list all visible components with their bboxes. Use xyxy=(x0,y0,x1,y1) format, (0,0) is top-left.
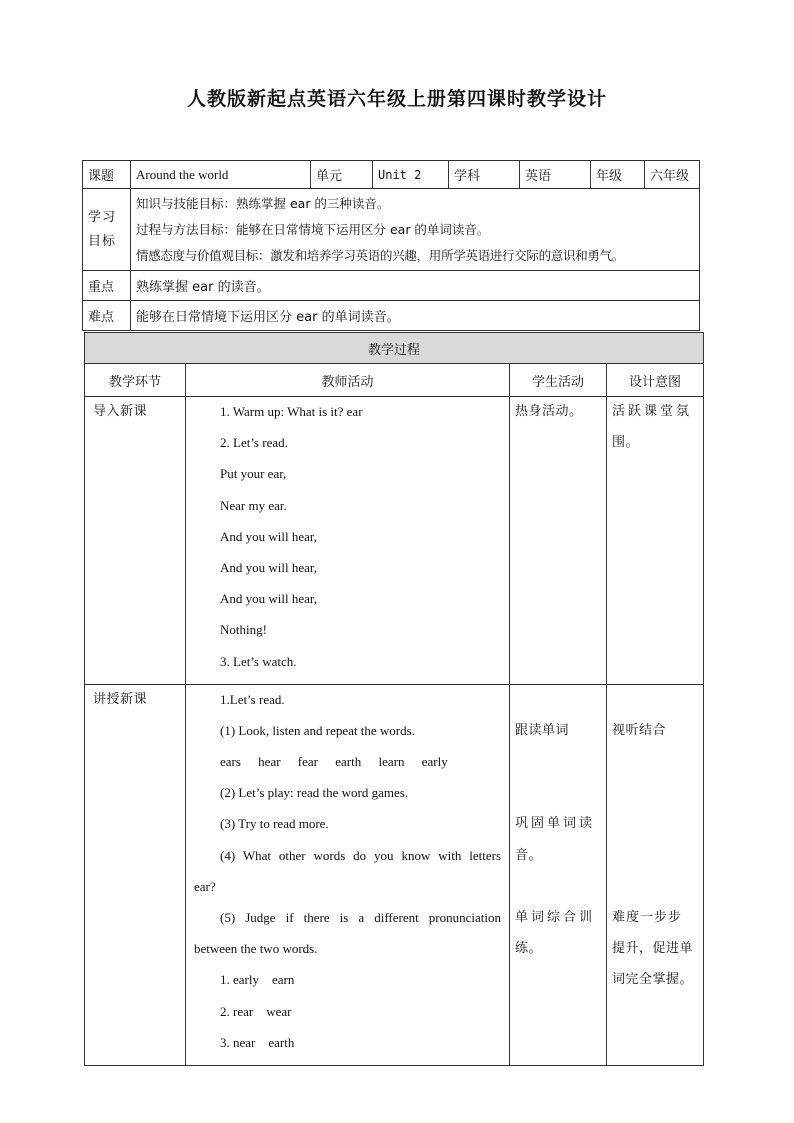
student-line xyxy=(510,878,606,909)
col-intent-header: 设计意图 xyxy=(607,364,704,397)
teacher-line: 3. Let’s watch. xyxy=(220,653,297,669)
process-table xyxy=(84,332,704,1066)
unit-label: 单元 xyxy=(311,161,373,189)
intent-line xyxy=(607,815,703,846)
student-line: 跟读单词 xyxy=(515,722,570,738)
unit-value: Unit 2 xyxy=(373,161,449,189)
teacher-line: And you will hear, xyxy=(220,559,317,575)
teacher-line: (4) What other words do you know with letters xyxy=(220,847,501,863)
intent-line: 词完全掌握。 xyxy=(612,972,694,988)
teacher-line: Near my ear. xyxy=(220,497,287,513)
info-row-difficulty xyxy=(83,301,700,331)
teacher-line: Nothing! xyxy=(220,622,267,638)
student-line: 热身活动。 xyxy=(515,404,583,419)
teacher-line: 1. early earn xyxy=(220,972,295,988)
teacher-line: Put your ear, xyxy=(220,466,287,482)
teacher-line: 3. near earth xyxy=(220,1034,295,1050)
col-stage-header: 教学环节 xyxy=(85,364,186,397)
student-line: 练。 xyxy=(515,941,543,957)
col-teacher-header: 教师活动 xyxy=(186,364,510,397)
teacher-line: 2. Let’s read. xyxy=(220,435,288,451)
goals-label: 学习目标 xyxy=(83,189,131,271)
intent-line xyxy=(607,878,703,909)
student-line: 音。 xyxy=(515,847,543,863)
info-table xyxy=(82,160,700,331)
goal-method: 过程与方法目标：能够在日常情境下运用区分 ear 的单词读音。 xyxy=(136,221,490,237)
stage-label: 导入新课 xyxy=(93,404,148,419)
teacher-line: (2) Let’s play: read the word games. xyxy=(220,785,409,801)
teacher-line: And you will hear, xyxy=(220,528,317,544)
intent-line: 难度一步步 xyxy=(612,910,683,925)
intent-new xyxy=(607,684,704,1065)
goal-attitude: 情感态度与价值观目标：激发和培养学习英语的兴趣，用所学英语进行交际的意识和勇气。 xyxy=(136,247,625,263)
student-line xyxy=(510,784,606,815)
topic-label: 课题 xyxy=(83,161,131,189)
info-row-key xyxy=(83,271,700,301)
stage-new xyxy=(85,684,186,1065)
teacher-new xyxy=(186,684,510,1065)
grade-value: 六年级 xyxy=(645,161,700,189)
difficulty-label: 难点 xyxy=(83,301,131,331)
grade-label: 年级 xyxy=(591,161,645,189)
intent-line: 视听结合 xyxy=(612,722,667,738)
intent-line xyxy=(607,691,703,722)
intent-line: 围。 xyxy=(612,435,640,451)
teacher-line: ear? xyxy=(194,878,216,894)
difficulty-value: 能够在日常情境下运用区分 ear 的单词读音。 xyxy=(131,301,700,331)
teacher-line: between the two words. xyxy=(194,941,318,957)
student-line xyxy=(510,753,606,784)
subject-value: 英语 xyxy=(520,161,591,189)
teacher-line: 1. Warm up: What is it? ear xyxy=(220,404,363,419)
process-heading: 教学过程 xyxy=(85,333,704,364)
intent-intro xyxy=(607,397,704,685)
student-line: 巩固单词读 xyxy=(515,816,596,832)
student-line xyxy=(510,691,606,722)
key-value: 熟练掌握 ear 的读音。 xyxy=(131,271,700,301)
intent-line: 提升，促进单 xyxy=(612,941,694,957)
key-label: 重点 xyxy=(83,271,131,301)
teacher-line: (1) Look, listen and repeat the words. xyxy=(220,722,415,738)
student-new xyxy=(510,684,607,1065)
intent-line: 活跃课堂氛 xyxy=(612,404,693,419)
teacher-line: 1.Let’s read. xyxy=(220,691,285,707)
intent-line xyxy=(607,847,703,878)
teacher-line: 2. rear wear xyxy=(220,1003,292,1019)
info-row-basic xyxy=(83,161,700,189)
process-row-intro xyxy=(85,397,704,685)
goals-cell xyxy=(131,189,700,271)
stage-label: 讲授新课 xyxy=(93,691,148,707)
col-student-header: 学生活动 xyxy=(510,364,607,397)
intent-line xyxy=(607,784,703,815)
word-list: ears hear fear earth learn early xyxy=(220,754,448,770)
student-line: 单词综合训 xyxy=(515,910,596,925)
process-row-new xyxy=(85,684,704,1065)
teacher-intro xyxy=(186,397,510,685)
intent-line xyxy=(607,753,703,784)
goal-knowledge: 知识与技能目标：熟练掌握 ear 的三种读音。 xyxy=(136,195,390,211)
subject-label: 学科 xyxy=(449,161,520,189)
student-intro xyxy=(510,397,607,685)
teacher-line: (5) Judge if there is a different pronunciation xyxy=(220,910,501,925)
teacher-line: And you will hear, xyxy=(220,591,317,607)
page-title: 人教版新起点英语六年级上册第四课时教学设计 xyxy=(186,88,607,110)
teacher-line: (3) Try to read more. xyxy=(220,816,329,832)
info-row-goals xyxy=(83,189,700,271)
topic-value: Around the world xyxy=(131,161,311,189)
stage-intro xyxy=(85,397,186,685)
process-header-row xyxy=(85,364,704,397)
